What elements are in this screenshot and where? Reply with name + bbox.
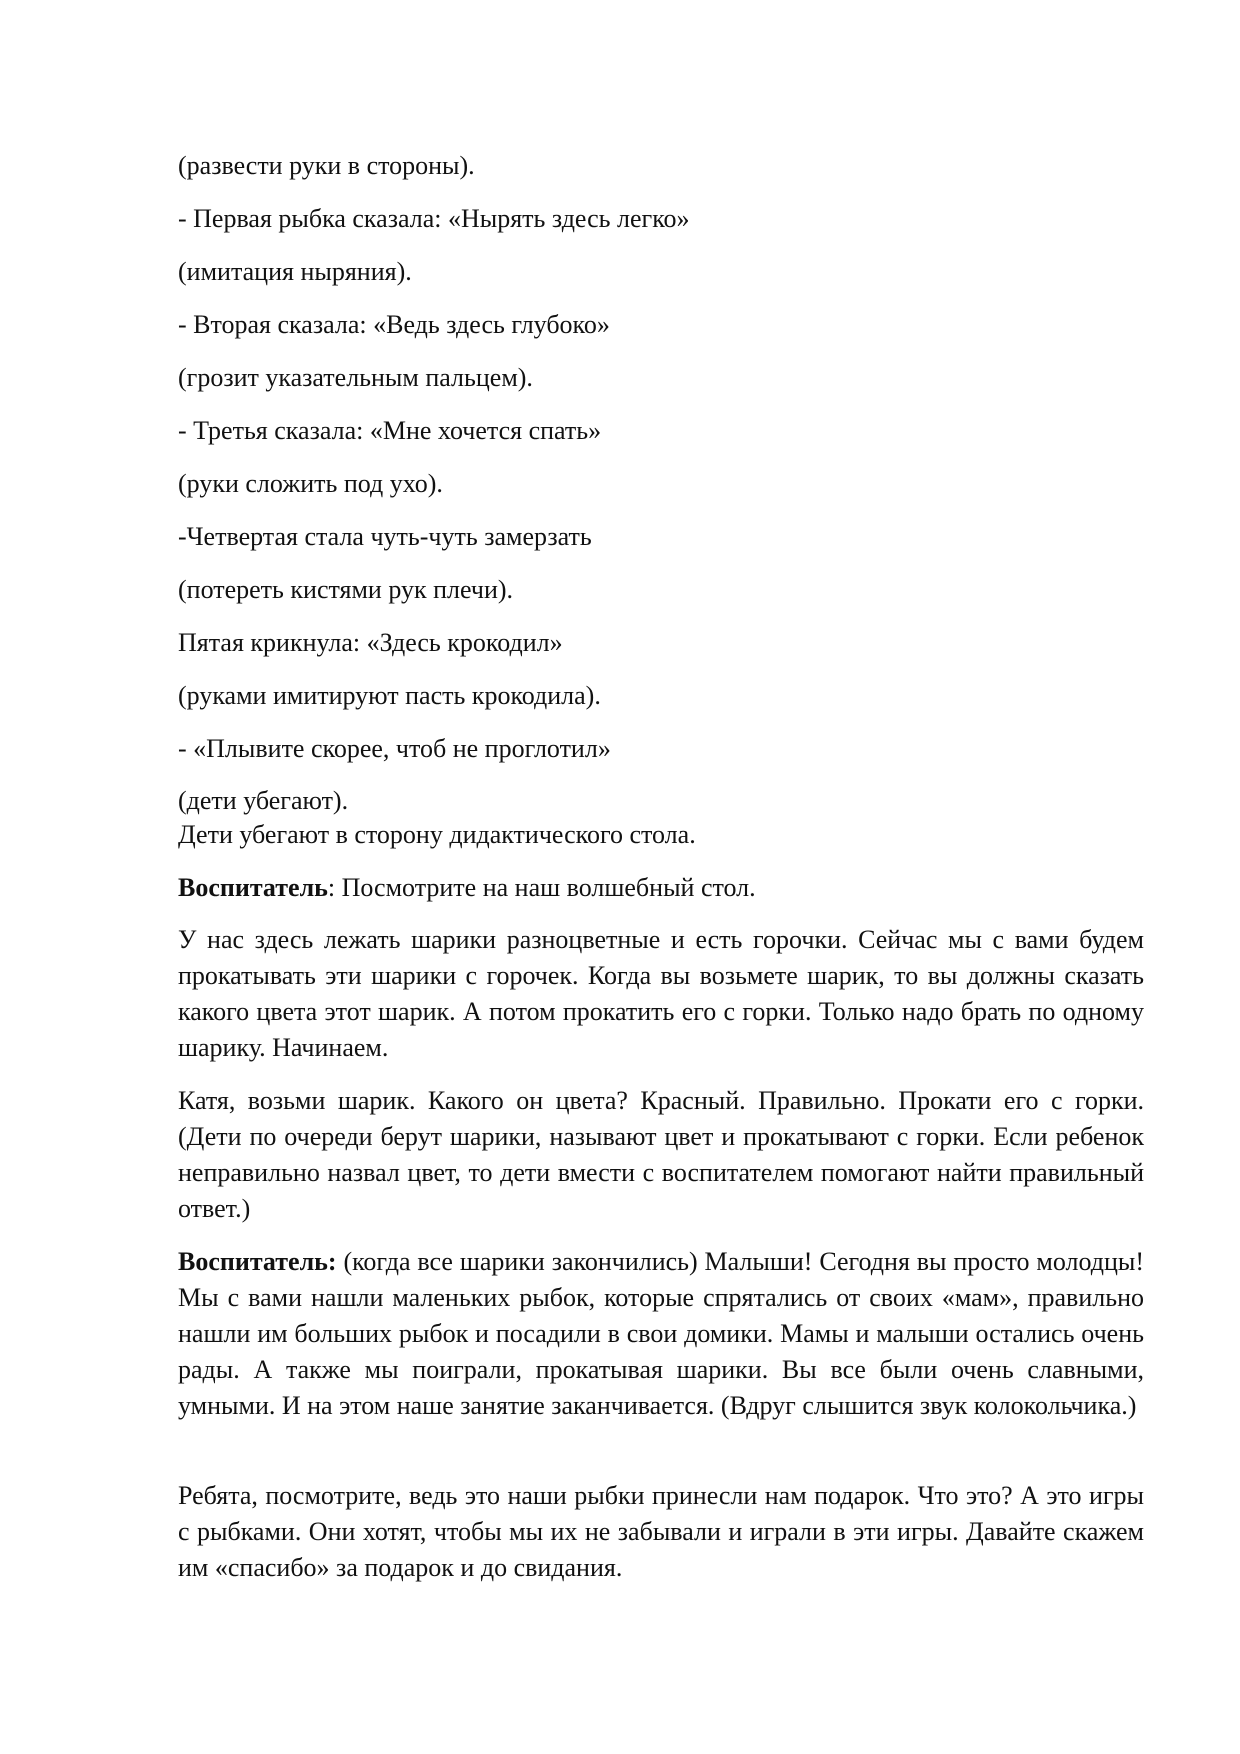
text-line: -Четвертая стала чуть-чуть замерзать: [178, 522, 592, 551]
speaker-label: Воспитатель:: [178, 1247, 337, 1276]
paragraph-1: [178, 870, 1144, 906]
text-line: (руками имитируют пасть крокодила).: [178, 681, 601, 710]
paragraph-2: [178, 922, 1144, 1066]
text-line: - Вторая сказала: «Ведь здесь глубоко»: [178, 310, 610, 339]
text-line: (имитация ныряния).: [178, 257, 412, 286]
text-line: (развести руки в стороны).: [178, 151, 475, 180]
paragraph-5: [178, 1478, 1144, 1586]
text-line: (руки сложить под ухо).: [178, 469, 443, 498]
text-line: - Первая рыбка сказала: «Нырять здесь легко»: [178, 204, 690, 233]
paragraph-text: У нас здесь лежать шарики разноцветные и есть горочки. Сейчас мы с вами будем прокатывать эти шарики с горочек. Когда вы возьмете шарик, то вы должны сказать какого цвета этот шарик. А потом прокатить его с горки. Только надо брать по одному шарику. Начинаем.: [178, 925, 1144, 1062]
paragraph-text: Ребята, посмотрите, ведь это наши рыбки принесли нам подарок. Что это? А это игры с рыбками. Они хотят, чтобы мы их не забывали и играли в эти игры. Давайте скажем им «спасибо» за подарок и до свидания.: [178, 1481, 1144, 1582]
paragraph-text: (когда все шарики закончились) Малыши! Сегодня вы просто молодцы! Мы с вами нашли маленьких рыбок, которые спрятались от своих «мам», правильно нашли им больших рыбок и посадили в свои домики. Мамы и малыши остались очень рады. А также мы поиграли, прокатывая шарики. Вы все были очень славными, умными. И на этом наше занятие заканчивается. (Вдруг слышится звук колокольчика.): [178, 1247, 1144, 1420]
paragraph-text: Катя, возьми шарик. Какого он цвета? Красный. Правильно. Прокати его с горки. (Дети по очереди берут шарики, называют цвет и прокатывают с горки. Если ребенок неправильно назвал цвет, то дети вмести с воспитателем помогают найти правильный ответ.): [178, 1086, 1144, 1223]
text-line: - Третья сказала: «Мне хочется спать»: [178, 416, 602, 445]
text-line: (потереть кистями рук плечи).: [178, 575, 514, 604]
text-line: (дети убегают).: [178, 786, 349, 815]
text-line: (грозит указательным пальцем).: [178, 363, 533, 392]
text-line: - «Плывите скорее, чтоб не проглотил»: [178, 734, 611, 763]
speaker-label: Воспитатель: [178, 873, 328, 902]
paragraph-3: [178, 1083, 1144, 1227]
text-line: Пятая крикнула: «Здесь крокодил»: [178, 628, 563, 657]
paragraph-text: : Посмотрите на наш волшебный стол.: [327, 873, 756, 902]
paragraph-4: [178, 1244, 1144, 1424]
text-line: Дети убегают в сторону дидактического стола.: [178, 820, 696, 849]
